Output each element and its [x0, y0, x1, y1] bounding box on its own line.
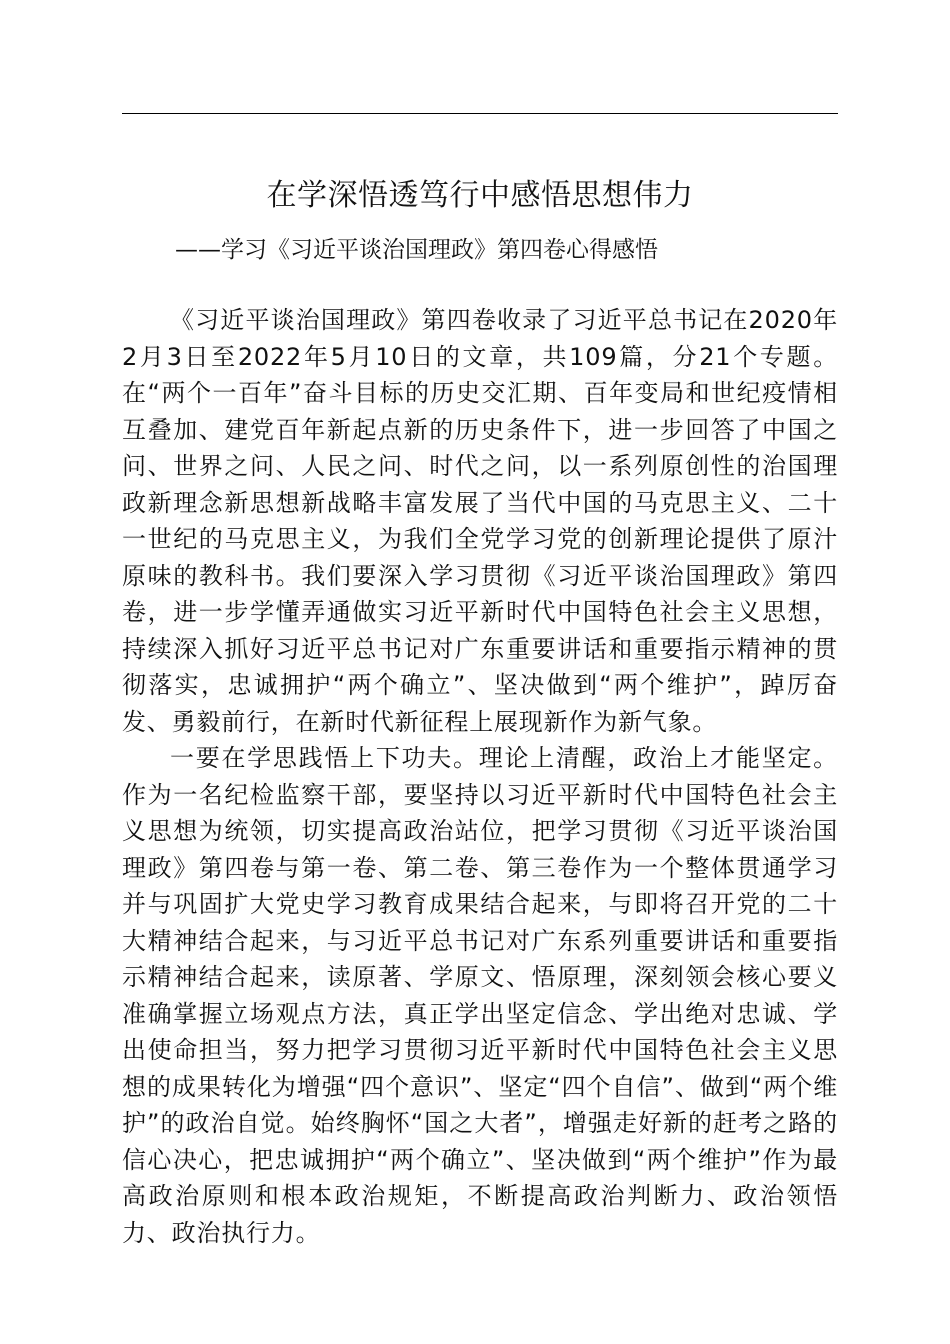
- document-body: [122, 302, 838, 1251]
- body-paragraph: 一要在学思践悟上下功夫。理论上清醒，政治上才能坚定。作为一名纪检监察干部，要坚持以习近平新时代中国特色社会主义思想为统领，切实提高政治站位，把学习贯彻《习近平谈治国理政》第四卷与第一卷、第二卷、第三卷作为一个整体贯通学习并与巩固扩大党史学习教育成果结合起来，与即将召开党的二十大精神结合起来，与习近平总书记对广东系列重要讲话和重要指示精神结合起来，读原著、学原文、悟原理，深刻领会核心要义准确掌握立场观点方法，真正学出坚定信念、学出绝对忠诚、学出使命担当，努力把学习贯彻习近平新时代中国特色社会主义思想的成果转化为增强“四个意识”、坚定“四个自信”、做到“两个维护”的政治自觉。始终胸怀“国之大者”，增强走好新的赶考之路的信心决心，把忠诚拥护“两个确立”、坚决做到“两个维护”作为最高政治原则和根本政治规矩，不断提高政治判断力、政治领悟力、政治执行力。: [122, 744, 838, 1247]
- document-subtitle: ——学习《习近平谈治国理政》第四卷心得感悟: [175, 237, 658, 263]
- document-title: 在学深悟透笃行中感悟思想伟力: [266, 178, 694, 213]
- header-divider: [122, 113, 838, 114]
- body-paragraph: 《习近平谈治国理政》第四卷收录了习近平总书记在2020年2月3日至2022年5月10日的文章，共109篇，分21个专题。在“两个一百年”奋斗目标的历史交汇期、百年变局和世纪疫情相互叠加、建党百年新起点新的历史条件下，进一步回答了中国之问、世界之问、人民之问、时代之问，以一系列原创性的治国理政新理念新思想新战略丰富发展了当代中国的马克思主义、二十一世纪的马克思主义，为我们全党学习党的创新理论提供了原汁原味的教科书。我们要深入学习贯彻《习近平谈治国理政》第四卷，进一步学懂弄通做实习近平新时代中国特色社会主义思想，持续深入抓好习近平总书记对广东重要讲话和重要指示精神的贯彻落实，忠诚拥护“两个确立”、坚决做到“两个维护”，踔厉奋发、勇毅前行，在新时代新征程上展现新作为新气象。: [122, 306, 838, 736]
